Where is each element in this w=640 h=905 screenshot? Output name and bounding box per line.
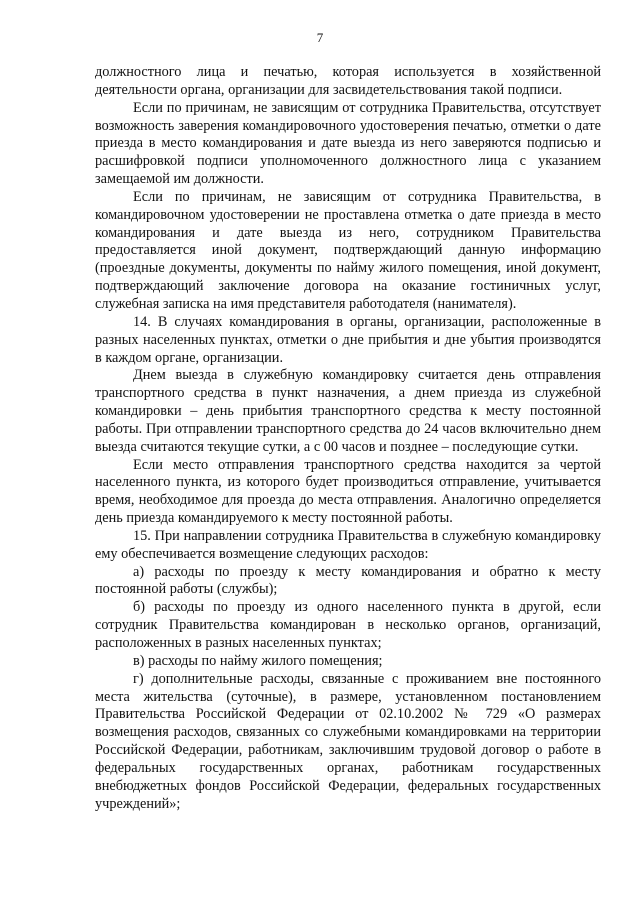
paragraph: а) расходы по проезду к месту командирования и обратно к месту постоянной работы (службы); [95, 563, 601, 598]
document-body [95, 64, 601, 813]
paragraph: г) дополнительные расходы, связанные с проживанием вне постоянного места жительства (суточные), в размере, установленном постановлением Правительства Российской Федерации от 02.10.2002 № 729 «О размерах возмещения расходов, связанных со служебными командировками на территории Российской Федерации, работникам, заключившим трудовой договор о работе в федеральных государственных органах, работникам государственных внебюджетных фондов Российской Федерации, федеральных государственных учреждений»; [95, 670, 601, 812]
paragraph: Если по причинам, не зависящим от сотрудника Правительства, в командировочном удостоверении не проставлена отметка о дате приезда в место командирования и дате выезда из него, сотрудником Правительства предоставляется иной документ, подтверждающий данную информацию (проездные документы, документы по найму жилого помещения, иной документ, подтверждающий заключение договора на оказание гостиничных услуг, служебная записка на имя представителя работодателя (нанимателя). [95, 188, 601, 312]
paragraph: Если по причинам, не зависящим от сотрудника Правительства, отсутствует возможность заверения командировочного удостоверения печатью, отметки о дате приезда в место командирования и дате выезда из него заверяются подписью и расшифровкой подписи уполномоченного должностного лица с указанием замещаемой им должности. [95, 99, 601, 188]
paragraph: Если место отправления транспортного средства находится за чертой населенного пункта, из которого будет производиться отправление, учитывается время, необходимое для проезда до места отправления. Аналогично определяется день приезда командируемого к месту постоянной работы. [95, 456, 601, 527]
paragraph: должностного лица и печатью, которая используется в хозяйственной деятельности органа, организации для засвидетельствования такой подписи. [95, 64, 601, 98]
paragraph: б) расходы по проезду из одного населенного пункта в другой, если сотрудник Правительства командирован в несколько органов, организаций, расположенных в разных населенных пунктах; [95, 599, 601, 651]
paragraph: 14. В случаях командирования в органы, организации, расположенные в разных населенных пунктах, отметки о дне прибытия и дне убытия производятся в каждом органе, организации. [95, 313, 601, 366]
paragraph: в) расходы по найму жилого помещения; [133, 652, 383, 669]
paragraph: 15. При направлении сотрудника Правительства в служебную командировку ему обеспечивается возмещение следующих расходов: [95, 527, 601, 562]
paragraph: Днем выезда в служебную командировку считается день отправления транспортного средства в пункт назначения, а днем приезда из служебной командировки – день прибытия транспортного средства к месту постоянной работы. При отправлении транспортного средства до 24 часов включительно днем выезда считаются текущие сутки, а с 00 часов и позднее – последующие сутки. [95, 367, 601, 455]
page-number: 7 [316, 30, 324, 45]
